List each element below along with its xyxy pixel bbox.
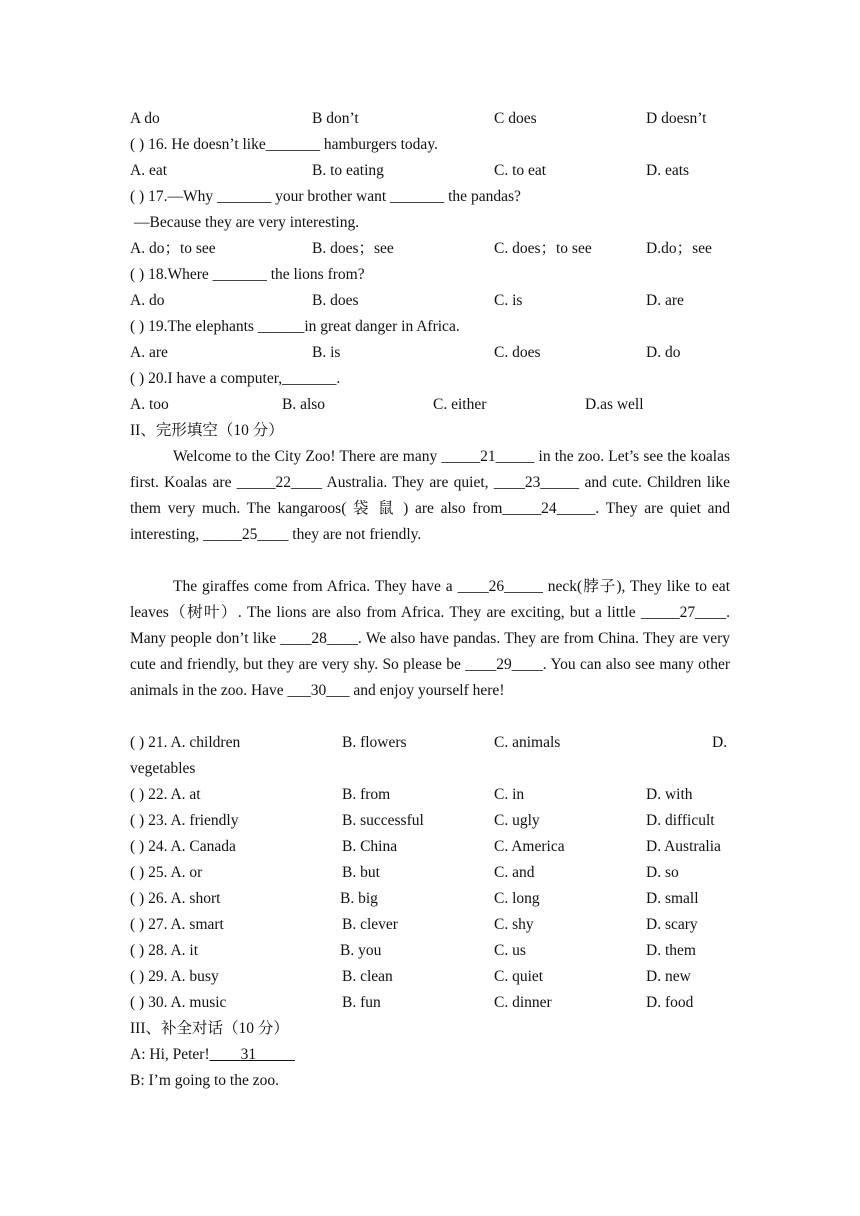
q17-option-a: A. do；to see	[130, 240, 216, 257]
q19-stem-text: ( ) 19.The elephants ______in great danger in Africa.	[130, 318, 460, 335]
option-c: C. America	[494, 838, 565, 855]
q15-option-d: D doesn’t	[646, 110, 707, 127]
q18-options-row	[130, 288, 730, 314]
q21-stem: ( ) 21. A. children	[130, 734, 241, 751]
q19-option-c: C. does	[494, 344, 541, 361]
section-3-heading-text: III、补全对话（10 分）	[130, 1020, 289, 1037]
q16-options-row	[130, 158, 730, 184]
option-b: B. successful	[342, 812, 424, 829]
option-d: D. small	[646, 890, 699, 907]
dialogue-line-2	[130, 1068, 730, 1094]
q15-option-b: B don’t	[312, 110, 359, 127]
option-c: C. us	[494, 942, 526, 959]
section-2-heading	[130, 418, 730, 444]
q19-option-a: A. are	[130, 344, 168, 361]
q19-option-d: D. do	[646, 344, 681, 361]
q20-option-b: B. also	[282, 396, 326, 413]
option-c: C. in	[494, 786, 525, 803]
q16-option-d: D. eats	[646, 162, 690, 179]
question-stem: ( ) 24. A. Canada	[130, 838, 236, 855]
q19-options-row	[130, 340, 730, 366]
q21-option-d: D.	[712, 734, 728, 751]
q21-option-b: B. flowers	[342, 734, 407, 751]
q16-option-b: B. to eating	[312, 162, 384, 179]
cloze-question-row	[130, 860, 730, 886]
q18-option-c: C. is	[494, 292, 523, 309]
q19-option-b: B. is	[312, 344, 341, 361]
q17-reply-text: —Because they are very interesting.	[134, 214, 360, 231]
q21-row	[130, 730, 730, 756]
cloze-question-row	[130, 886, 730, 912]
question-stem: ( ) 28. A. it	[130, 942, 199, 959]
q17-stem	[130, 184, 730, 210]
option-d: D. difficult	[646, 812, 715, 829]
q21-wrap-row	[130, 756, 730, 782]
option-c: C. ugly	[494, 812, 540, 829]
cloze-question-row	[130, 912, 730, 938]
cloze-paragraph-1: Welcome to the City Zoo! There are many _____21_____ in the zoo. Let’s see the koalas first. Koalas are _____22____ Australia. They are quiet, ____23_____ and cute. Children like them very much. The kangaroos( 袋 鼠 ) are also from_____24_____. They are quiet and interesting, _____25____ they are not friendly.	[130, 448, 730, 543]
q15-option-a: A do	[130, 110, 160, 127]
q16-option-a: A. eat	[130, 162, 168, 179]
question-stem: ( ) 27. A. smart	[130, 916, 224, 933]
q17-reply	[130, 210, 730, 236]
cloze-question-row	[130, 782, 730, 808]
q17-options-row	[130, 236, 730, 262]
option-d: D. with	[646, 786, 693, 803]
question-stem: ( ) 22. A. at	[130, 786, 201, 803]
option-c: C. and	[494, 864, 535, 881]
option-d: D. them	[646, 942, 696, 959]
q21-option-d-text: vegetables	[130, 760, 196, 777]
question-stem: ( ) 29. A. busy	[130, 968, 219, 985]
option-b: B. China	[342, 838, 398, 855]
q20-stem	[130, 366, 730, 392]
option-c: C. shy	[494, 916, 534, 933]
q17-option-c: C. does；to see	[494, 240, 592, 257]
cloze-question-row	[130, 964, 730, 990]
q17-option-d: D.do；see	[646, 240, 712, 257]
question-stem: ( ) 26. A. short	[130, 890, 221, 907]
option-c: C. long	[494, 890, 540, 907]
option-b: B. you	[340, 942, 382, 959]
q20-options-row	[130, 392, 730, 418]
q19-stem	[130, 314, 730, 340]
question-stem: ( ) 25. A. or	[130, 864, 203, 881]
question-stem: ( ) 30. A. music	[130, 994, 227, 1011]
cloze-paragraph-2: The giraffes come from Africa. They have a ____26_____ neck(脖子), They like to eat leaves（树叶）. The lions are also from Africa. They are exciting, but a little _____27____. Many people don’t like ____28____. We also have pandas. They are from China. They are very cute and friendly, but they are very shy. So please be ____29____. You can also see many other animals in the zoo. Have ___30___ and enjoy yourself here!	[130, 578, 730, 699]
cloze-question-row	[130, 938, 730, 964]
option-c: C. quiet	[494, 968, 544, 985]
q18-option-b: B. does	[312, 292, 359, 309]
section-3-heading	[130, 1016, 730, 1042]
q16-stem-text: ( ) 16. He doesn’t like_______ hamburgers today.	[130, 136, 438, 153]
q18-option-a: A. do	[130, 292, 165, 309]
option-b: B. from	[342, 786, 391, 803]
option-d: D. Australia	[646, 838, 721, 855]
q18-stem-text: ( ) 18.Where _______ the lions from?	[130, 266, 365, 283]
q15-options-row	[130, 106, 730, 132]
option-b: B. but	[342, 864, 380, 881]
option-d: D. so	[646, 864, 679, 881]
option-c: C. dinner	[494, 994, 552, 1011]
q15-option-c: C does	[494, 110, 537, 127]
q20-stem-text: ( ) 20.I have a computer,_______.	[130, 370, 341, 387]
q18-stem	[130, 262, 730, 288]
cloze-question-row	[130, 808, 730, 834]
option-b: B. clever	[342, 916, 398, 933]
dialogue-line-1-text	[130, 1042, 295, 1068]
option-d: D. scary	[646, 916, 698, 933]
q18-option-d: D. are	[646, 292, 684, 309]
option-b: B. clean	[342, 968, 393, 985]
q17-option-b: B. does；see	[312, 240, 394, 257]
dialogue-line-1	[130, 1042, 730, 1068]
q20-option-d: D.as well	[585, 396, 644, 413]
q16-option-c: C. to eat	[494, 162, 547, 179]
q21-option-c: C. animals	[494, 734, 561, 751]
section-2-heading-text: II、完形填空（10 分）	[130, 422, 284, 439]
option-d: D. food	[646, 994, 694, 1011]
option-d: D. new	[646, 968, 691, 985]
question-stem: ( ) 23. A. friendly	[130, 812, 239, 829]
q20-option-a: A. too	[130, 396, 169, 413]
cloze-question-row	[130, 990, 730, 1016]
option-b: B. fun	[342, 994, 381, 1011]
dialogue-line-2-text: B: I’m going to the zoo.	[130, 1072, 279, 1089]
cloze-question-row	[130, 834, 730, 860]
dialogue-blank-31: ____31_____	[209, 1046, 295, 1063]
option-b: B. big	[340, 890, 378, 907]
q17-stem-text: ( ) 17.—Why _______ your brother want _______ the pandas?	[130, 188, 521, 205]
q20-option-c: C. either	[433, 396, 487, 413]
q16-stem	[130, 132, 730, 158]
dialogue-line-1-prefix: A: Hi, Peter!	[130, 1046, 210, 1063]
